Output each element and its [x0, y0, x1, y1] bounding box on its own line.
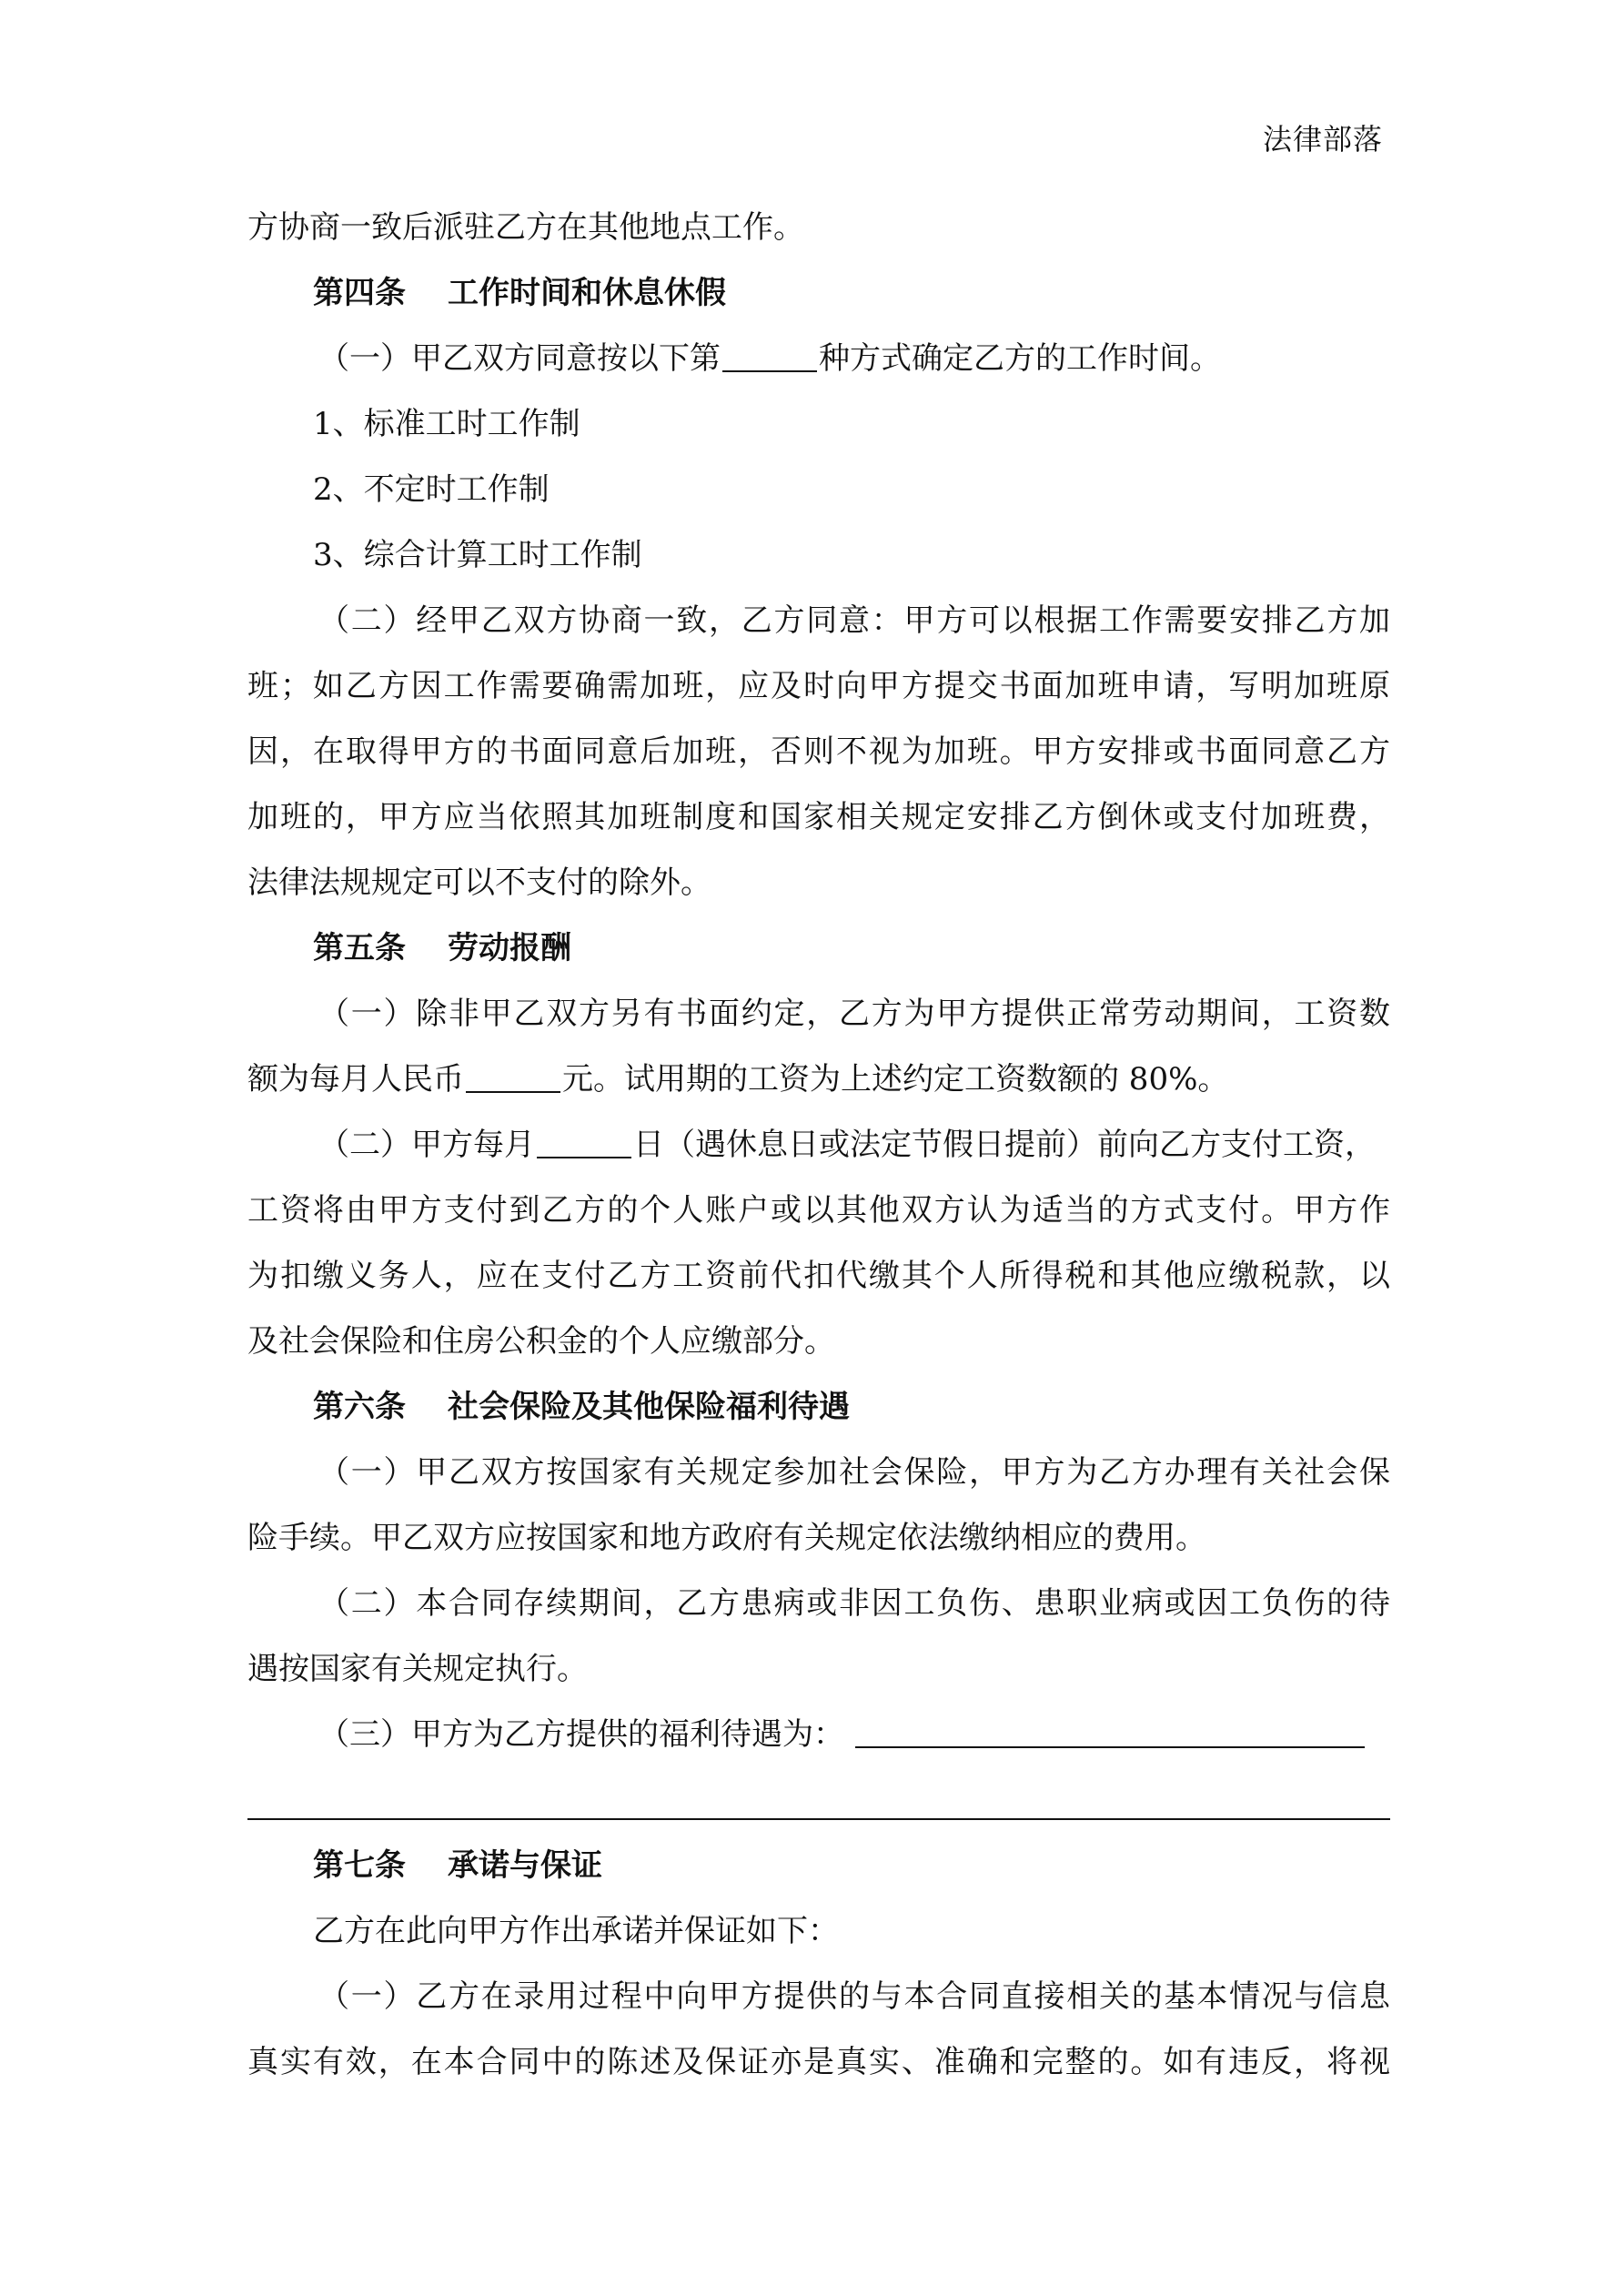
- text-line: （一）除非甲乙双方另有书面约定，乙方为甲方提供正常劳动期间，工资数: [318, 996, 1390, 1032]
- text-line: 遇按国家有关规定执行。: [247, 1651, 588, 1687]
- text-line: 加班的，甲方应当依照其加班制度和国家相关规定安排乙方倒休或支付加班费，: [247, 799, 1390, 835]
- text-line: 险手续。甲乙双方应按国家和地方政府有关规定依法缴纳相应的费用。: [247, 1520, 1206, 1556]
- text-line-with-blank: [247, 1702, 1390, 1767]
- text-segment: 日（遇休息日或法定节假日提前）前向乙方支付工资，: [633, 1127, 1376, 1163]
- benefits-fill-in-blank[interactable]: [855, 1710, 1365, 1748]
- text-line: （一）甲乙双方按国家有关规定参加社会保险，甲方为乙方办理有关社会保: [318, 1454, 1390, 1491]
- text-segment: 元。试用期的工资为上述约定工资数额的 80%。: [562, 1061, 1229, 1097]
- fill-in-blank[interactable]: [722, 334, 817, 372]
- article-5-heading: [247, 915, 1390, 981]
- text-line-with-blank: [247, 1112, 1390, 1178]
- text-segment: （二）甲方每月: [318, 1127, 535, 1163]
- text-line: （二）本合同存续期间，乙方患病或非因工负伤、患职业病或因工负伤的待: [318, 1585, 1390, 1622]
- text-line-with-blank: [247, 326, 1390, 391]
- text-segment: 额为每月人民币: [247, 1061, 464, 1097]
- text-line: 及社会保险和住房公积金的个人应缴部分。: [247, 1323, 835, 1360]
- article-6-heading: [247, 1374, 1390, 1440]
- article-4-heading: [247, 260, 1390, 326]
- article-title: 承诺与保证: [448, 1847, 602, 1884]
- text-segment: （一）甲乙双方同意按以下第: [318, 340, 721, 377]
- text-line: 为扣缴义务人，应在支付乙方工资前代扣代缴其个人所得税和其他应缴税款，以: [247, 1258, 1390, 1294]
- article-number: 第五条: [313, 930, 406, 966]
- text-line: 法律法规规定可以不支付的除外。: [247, 865, 711, 901]
- fill-in-blank[interactable]: [537, 1120, 631, 1158]
- text-line: 班；如乙方因工作需要确需加班，应及时向甲方提交书面加班申请，写明加班原: [247, 668, 1390, 704]
- text-segment: （三）甲方为乙方提供的福利待遇为：: [318, 1716, 844, 1753]
- text-line: 真实有效，在本合同中的陈述及保证亦是真实、准确和完整的。如有违反，将视: [247, 2044, 1390, 2080]
- article-number: 第六条: [313, 1389, 406, 1425]
- article-7-heading: [247, 1833, 1390, 1898]
- article-number: 第七条: [313, 1847, 406, 1884]
- text-segment: 种方式确定乙方的工作时间。: [819, 340, 1221, 377]
- text-line: 因，在取得甲方的书面同意后加班，否则不视为加班。甲方安排或书面同意乙方: [247, 733, 1390, 770]
- text-line: 方协商一致后派驻乙方在其他地点工作。: [247, 209, 804, 246]
- article-title: 劳动报酬: [448, 930, 571, 966]
- list-item: 1、标准工时工作制: [313, 406, 580, 442]
- list-item: 3、综合计算工时工作制: [313, 537, 642, 573]
- article-title: 工作时间和休息休假: [448, 275, 726, 311]
- list-item: 2、不定时工作制: [313, 471, 550, 508]
- blank-continuation-line[interactable]: [247, 1767, 1390, 1833]
- underline-rule: [247, 1818, 1390, 1820]
- text-line: 工资将由甲方支付到乙方的个人账户或以其他双方认为适当的方式支付。甲方作: [247, 1192, 1390, 1229]
- article-title: 社会保险及其他保险福利待遇: [448, 1389, 850, 1425]
- text-line: （一）乙方在录用过程中向甲方提供的与本合同直接相关的基本情况与信息: [318, 1978, 1390, 2015]
- header-brand: 法律部落: [1262, 122, 1383, 157]
- text-line-with-blank: [247, 1047, 1390, 1112]
- contract-body: [247, 195, 1390, 2095]
- article-number: 第四条: [313, 275, 406, 311]
- text-line: （二）经甲乙双方协商一致，乙方同意：甲方可以根据工作需要安排乙方加: [318, 602, 1390, 639]
- text-line: 乙方在此向甲方作出承诺并保证如下：: [313, 1913, 839, 1949]
- fill-in-blank[interactable]: [466, 1055, 560, 1093]
